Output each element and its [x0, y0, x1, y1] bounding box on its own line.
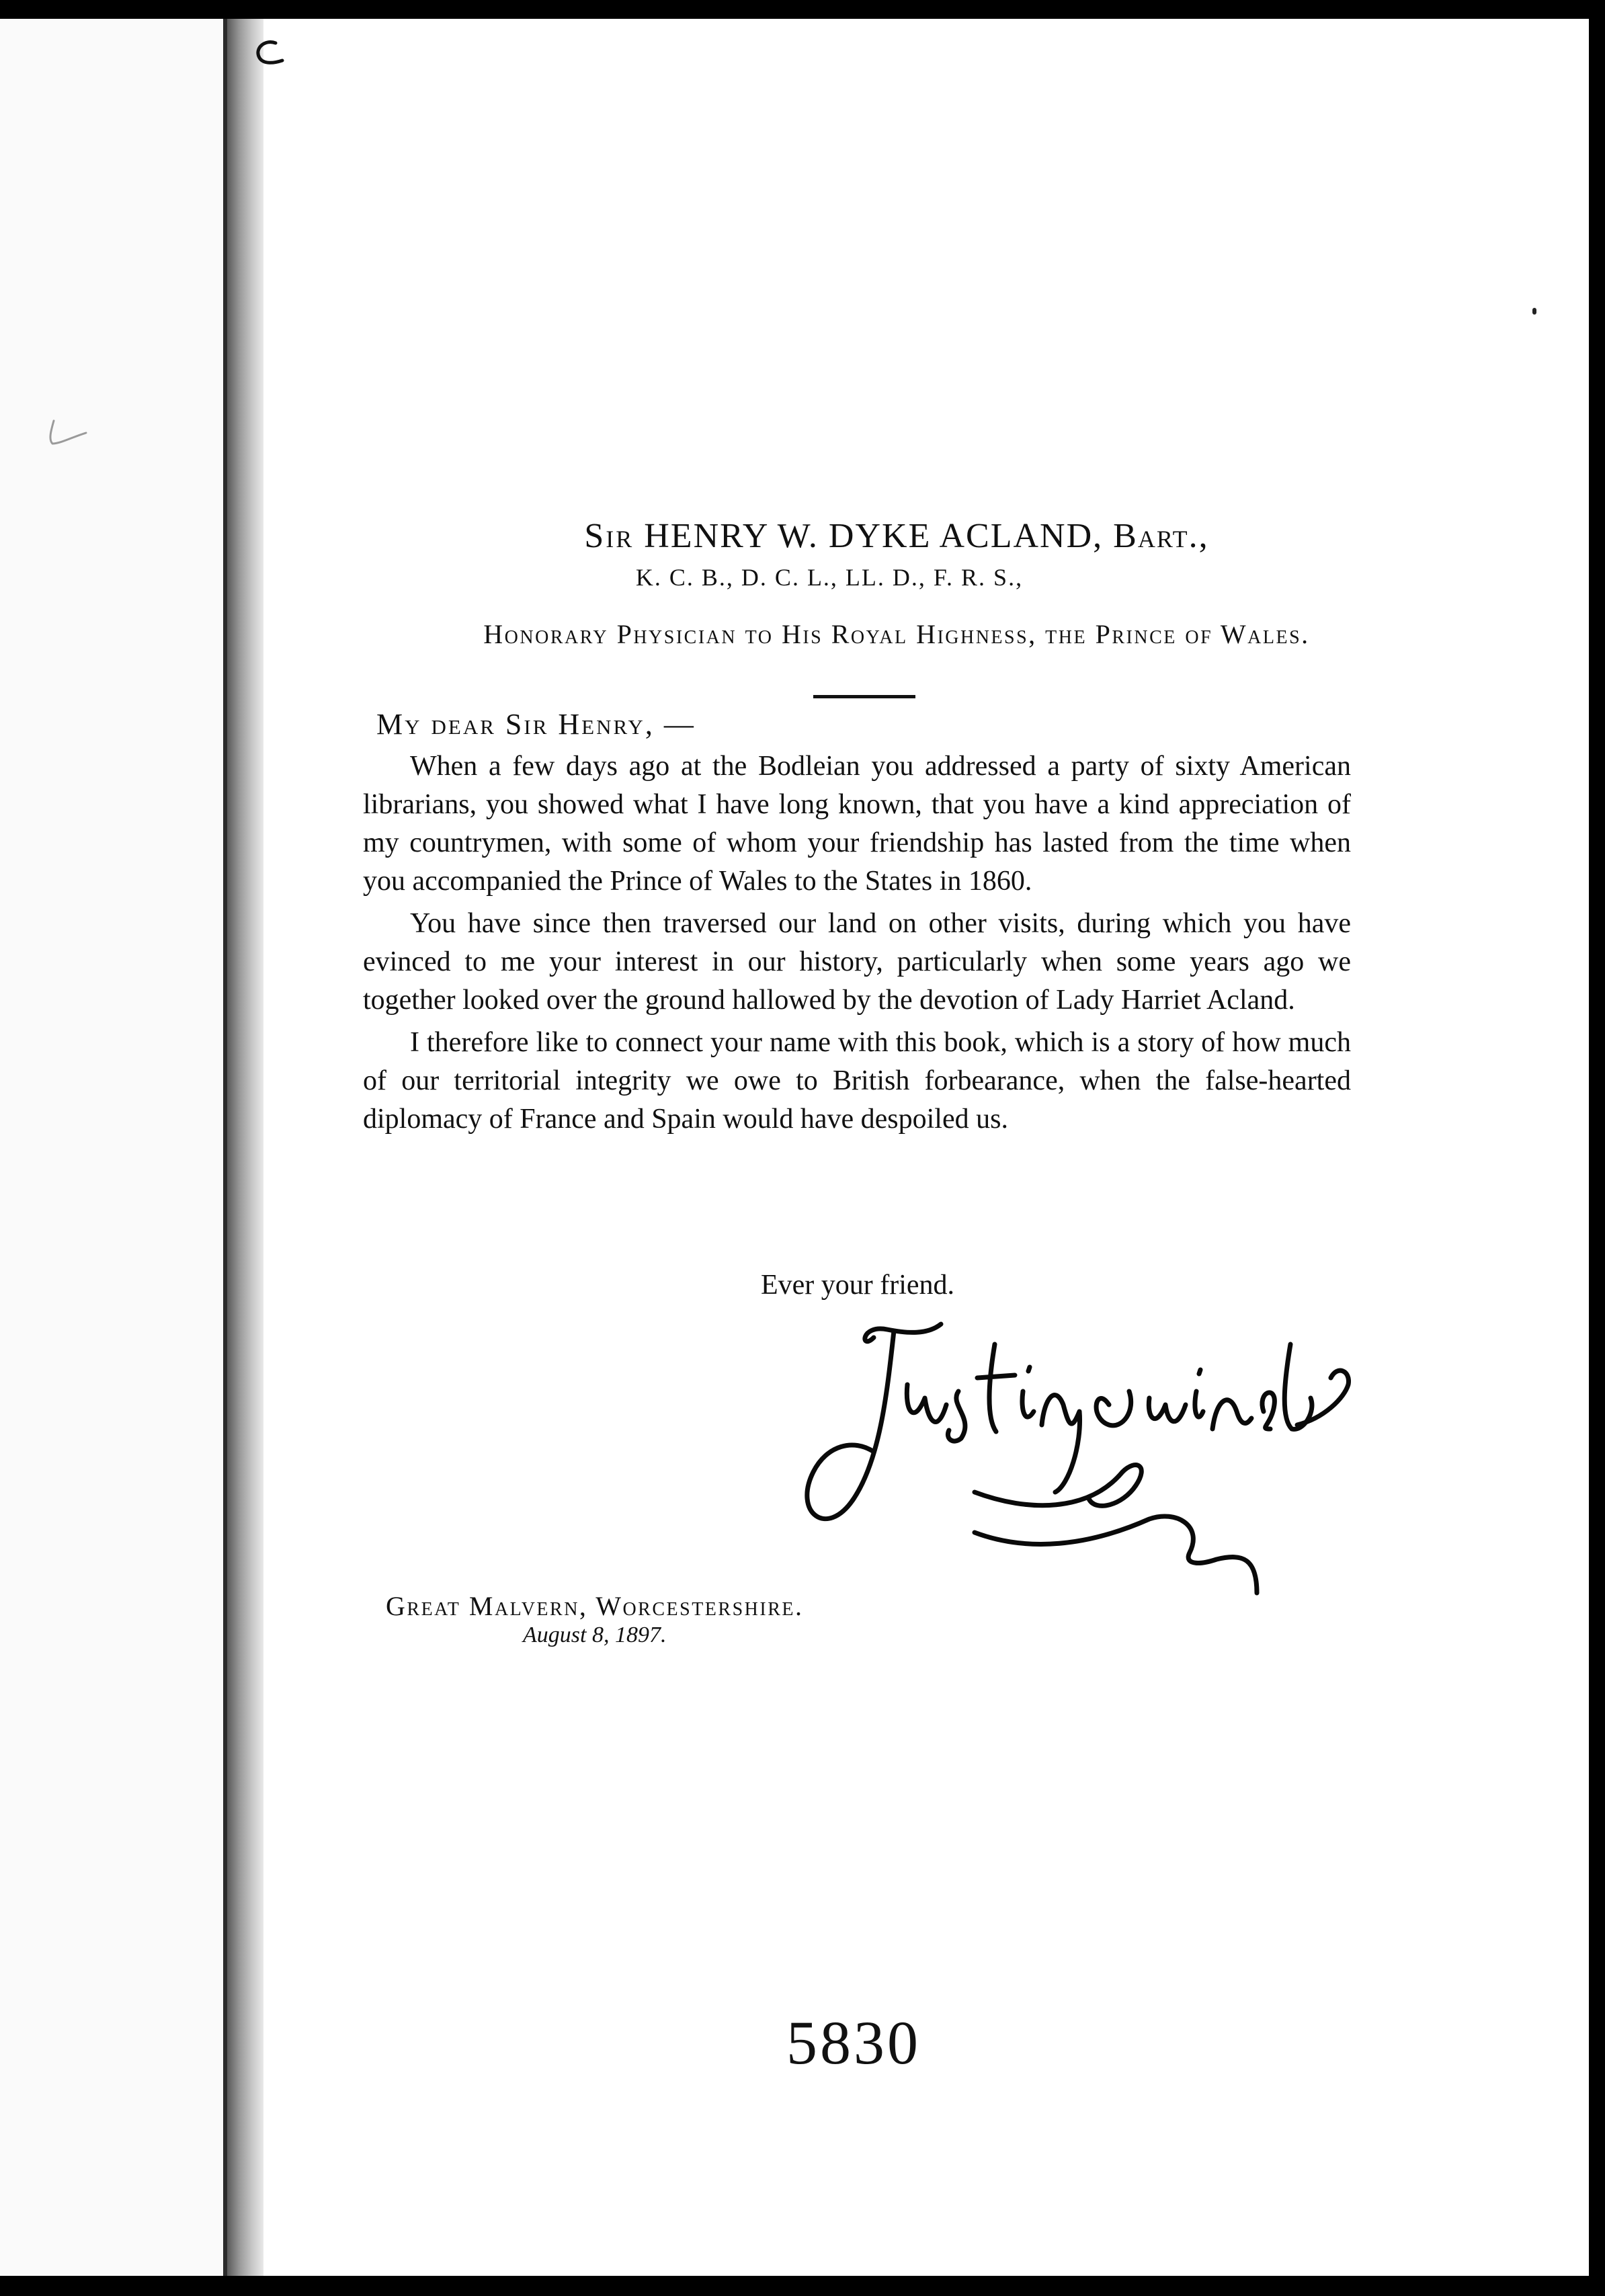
name-main: HENRY W. DYKE ACLAND,	[644, 517, 1104, 555]
page-speck	[1532, 308, 1536, 315]
name-prefix: Sir	[584, 517, 634, 555]
scan-top-border	[0, 0, 1605, 19]
name-suffix: Bart.,	[1113, 517, 1209, 555]
salutation: My dear Sir Henry, —	[376, 708, 696, 741]
letter-date: August 8, 1897.	[523, 1623, 667, 1647]
scan-right-border	[1589, 0, 1605, 2296]
letter-body	[363, 747, 1351, 1139]
letter-paragraph: You have since then traversed our land on other visits, during which you have evinced to me your interest in our history, particularly when some years ago we together looked over the ground hallowed by the devotion of Lady Harriet Acland.	[363, 908, 1351, 1016]
folio-number: 5830	[786, 2008, 921, 2077]
facing-page-edge	[0, 19, 223, 2276]
dedicatee-name	[0, 516, 1605, 556]
scan-bottom-border	[0, 2276, 1605, 2296]
heading-rule	[813, 695, 915, 698]
pencil-annotation-mark	[46, 417, 93, 450]
closing-line: Ever your friend.	[761, 1270, 955, 1301]
dedicatee-office: Honorary Physician to His Royal Highness, the Prince of Wales.	[483, 619, 1310, 649]
handwritten-signature	[773, 1311, 1351, 1600]
place-of-writing: Great Malvern, Worcestershire.	[386, 1591, 804, 1621]
letter-paragraph: When a few days ago at the Bodleian you addressed a party of sixty American librarians, you showed what I have long known, that you have a kind appreciation of my countrymen, with some of whom your friendship has lasted from the time when you accompanied the Prince of Wales to the States in 1860.	[363, 751, 1351, 897]
margin-c-mark	[249, 34, 289, 74]
binding-gutter-shadow	[227, 19, 263, 2276]
dedicatee-degrees: K. C. B., D. C. L., LL. D., F. R. S.,	[635, 564, 1024, 591]
letter-paragraph: I therefore like to connect your name with this book, which is a story of how much of our territorial integrity we owe to British forbearance, when the false-hearted diplomacy of France and Spain would have despoiled us.	[363, 1027, 1351, 1135]
